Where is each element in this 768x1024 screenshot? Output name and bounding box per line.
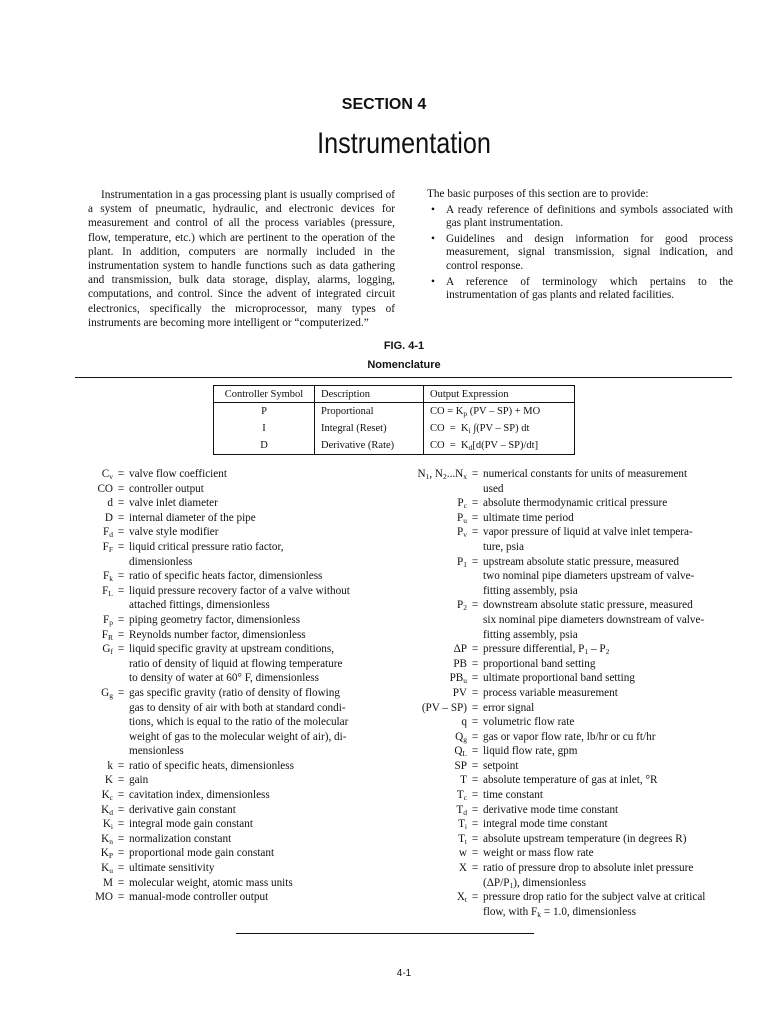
nomenclature-symbol: MO — [94, 891, 113, 904]
nomenclature-entry — [385, 861, 705, 890]
nomenclature-entry — [385, 525, 705, 554]
nomenclature-symbol: $P_1$ — [457, 555, 467, 569]
nomenclature-right-column — [385, 467, 705, 919]
nomenclature-entry — [385, 759, 705, 774]
equals-sign: = — [471, 774, 479, 787]
purpose-item — [427, 276, 733, 303]
equals-sign: = — [471, 686, 479, 699]
nomenclature-definition: liquid flow rate, gpm — [483, 745, 578, 758]
nomenclature-definition: downstream absolute static pressure, measured six nominal pipe diameters downstream of valve- fitting assembly, psia — [483, 599, 705, 641]
nomenclature-definition: ratio of specific heats factor, dimensionless — [129, 570, 323, 583]
nomenclature-symbol: $K_i$ — [102, 818, 113, 832]
equals-sign: = — [471, 672, 479, 685]
nomenclature-symbol: ΔP — [453, 643, 467, 656]
nomenclature-entry — [385, 832, 705, 847]
nomenclature-entry — [385, 701, 705, 716]
nomenclature-entry — [66, 467, 350, 482]
nomenclature-symbol: $K_P$ — [100, 847, 113, 861]
nomenclature-definition: liquid specific gravity at upstream conditions, ratio of density of liquid at flowing temperature to density of water at 60° F, dimensionless — [129, 643, 343, 685]
table-row — [214, 437, 575, 455]
equals-sign: = — [117, 511, 125, 524]
nomenclature-definition: molecular weight, atomic mass units — [129, 876, 293, 889]
nomenclature-definition: time constant — [483, 789, 543, 802]
nomenclature-symbol: d — [107, 497, 113, 510]
nomenclature-entry — [66, 540, 350, 569]
equals-sign: = — [471, 759, 479, 772]
purpose-item — [427, 204, 733, 231]
table-header-row — [214, 386, 575, 403]
nomenclature-entry — [66, 584, 350, 613]
nomenclature-symbol: k — [107, 759, 113, 772]
nomenclature-definition: ratio of specific heats, dimensionless — [129, 759, 294, 772]
nomenclature-entry — [66, 686, 350, 759]
nomenclature-definition: piping geometry factor, dimensionless — [129, 613, 301, 626]
nomenclature-definition: gas or vapor flow rate, lb/hr or cu ft/hr — [483, 730, 656, 743]
nomenclature-symbol: $G_g$ — [101, 686, 113, 700]
output-expression: CO = $K_i$ ∫(PV – SP) dt — [430, 423, 530, 435]
nomenclature-definition: setpoint — [483, 759, 519, 772]
equals-sign: = — [471, 555, 479, 568]
nomenclature-definition: pressure drop ratio for the subject valve at critical flow, with $F_k = 1.0$, dimensionless — [483, 891, 706, 919]
nomenclature-definition: manual-mode controller output — [129, 891, 269, 904]
equals-sign: = — [117, 482, 125, 495]
equals-sign: = — [117, 540, 125, 553]
equals-sign: = — [117, 876, 125, 889]
divider — [75, 377, 732, 378]
equals-sign: = — [117, 570, 125, 583]
equals-sign: = — [471, 803, 479, 816]
nomenclature-definition: valve flow coefficient — [129, 468, 227, 480]
table-row — [214, 420, 575, 437]
nomenclature-definition: ratio of pressure drop to absolute inlet pressure $(\Delta P/P_1)$, dimensionless — [483, 862, 694, 890]
nomenclature-entry — [385, 657, 705, 672]
divider — [236, 933, 534, 934]
nomenclature-entry — [66, 861, 350, 876]
equals-sign: = — [471, 511, 479, 524]
nomenclature-symbol: $P_u$ — [457, 511, 467, 525]
nomenclature-entry — [385, 890, 705, 919]
nomenclature-entry — [66, 511, 350, 526]
equals-sign: = — [117, 803, 125, 816]
nomenclature-definition: cavitation index, dimensionless — [129, 789, 270, 802]
nomenclature-symbol: $Q_g$ — [455, 730, 467, 744]
nomenclature-symbol: (PV – SP) — [421, 701, 467, 714]
nomenclature-definition: numerical constants for units of measurement used — [483, 468, 688, 495]
nomenclature-left-column — [66, 467, 350, 905]
nomenclature-entry — [66, 613, 350, 628]
nomenclature-symbol: $P_v$ — [457, 526, 467, 540]
nomenclature-entry — [385, 744, 705, 759]
controller-symbol: P — [214, 403, 315, 421]
section-label: SECTION 4 — [341, 96, 427, 113]
nomenclature-definition: upstream absolute static pressure, measured two nominal pipe diameters upstream of valve- fitting assembly, psia — [483, 555, 695, 597]
equals-sign: = — [117, 818, 125, 831]
column-header: Output Expression — [424, 386, 575, 403]
figure-caption: Nomenclature — [367, 359, 441, 371]
nomenclature-definition: liquid pressure recovery factor of a valve without attached fittings, dimensionless — [129, 584, 350, 612]
nomenclature-symbol: $K_u$ — [101, 862, 113, 876]
equals-sign: = — [471, 657, 479, 670]
equals-sign: = — [471, 468, 479, 480]
nomenclature-symbol: X — [458, 862, 467, 875]
nomenclature-definition: derivative mode time constant — [483, 803, 619, 816]
equals-sign: = — [471, 599, 479, 612]
nomenclature-definition: vapor pressure of liquid at valve inlet tempera- ture, psia — [483, 526, 693, 553]
nomenclature-symbol: w — [458, 847, 467, 860]
nomenclature-entry — [385, 715, 705, 730]
nomenclature-entry — [66, 628, 350, 643]
nomenclature-entry — [66, 482, 350, 497]
output-expression: CO = $K_d[d(PV - SP)/dt]$ — [430, 440, 539, 452]
nomenclature-symbol: $PB_u$ — [449, 672, 467, 686]
nomenclature-entry — [385, 730, 705, 745]
equals-sign: = — [471, 716, 479, 729]
nomenclature-definition: gain — [129, 774, 149, 787]
equals-sign: = — [117, 759, 125, 772]
nomenclature-entry — [385, 467, 705, 496]
equals-sign: = — [471, 643, 479, 656]
equals-sign: = — [117, 526, 125, 539]
nomenclature-definition: volumetric flow rate — [483, 716, 575, 729]
nomenclature-symbol: $F_p$ — [103, 613, 113, 627]
nomenclature-definition: integral mode gain constant — [129, 818, 253, 831]
nomenclature-entry — [385, 598, 705, 642]
nomenclature-symbol: $F_R$ — [101, 628, 113, 642]
nomenclature-definition: internal diameter of the pipe — [129, 511, 256, 524]
equals-sign: = — [117, 789, 125, 802]
nomenclature-definition: derivative gain constant — [129, 803, 236, 816]
nomenclature-definition: ultimate sensitivity — [129, 862, 215, 875]
nomenclature-symbol: $K_n$ — [101, 832, 113, 846]
nomenclature-entry — [385, 642, 705, 657]
equals-sign: = — [471, 832, 479, 845]
controller-description: Integral (Reset) — [315, 420, 424, 437]
nomenclature-entry — [385, 788, 705, 803]
nomenclature-entry — [66, 846, 350, 861]
nomenclature-definition: absolute temperature of gas at inlet, °R — [483, 774, 658, 787]
nomenclature-symbol: $X_t$ — [456, 891, 467, 905]
nomenclature-entry — [66, 759, 350, 774]
page-number: 4-1 — [396, 968, 412, 979]
nomenclature-symbol: $T_i$ — [458, 818, 467, 832]
nomenclature-definition: proportional band setting — [483, 657, 596, 670]
nomenclature-entry — [385, 671, 705, 686]
equals-sign: = — [471, 789, 479, 802]
nomenclature-entry — [66, 569, 350, 584]
nomenclature-symbol: $P_2$ — [457, 599, 467, 613]
purpose-item-text: A ready reference of definitions and symbols associated with gas plant instrumentation. — [446, 203, 733, 230]
nomenclature-definition: valve style modifier — [129, 526, 219, 539]
controller-description: Derivative (Rate) — [315, 437, 424, 455]
nomenclature-symbol: K — [104, 774, 113, 787]
nomenclature-symbol: SP — [454, 759, 467, 772]
nomenclature-symbol: $Q_L$ — [454, 745, 467, 759]
column-header: Controller Symbol — [214, 386, 315, 403]
nomenclature-symbol: $P_c$ — [457, 497, 467, 511]
nomenclature-symbol: D — [104, 511, 113, 524]
nomenclature-entry — [66, 817, 350, 832]
nomenclature-entry — [385, 817, 705, 832]
nomenclature-definition: controller output — [129, 482, 204, 495]
nomenclature-entry — [66, 525, 350, 540]
nomenclature-definition: ultimate time period — [483, 511, 574, 524]
nomenclature-symbol: $F_L$ — [102, 584, 113, 598]
nomenclature-definition: ultimate proportional band setting — [483, 672, 635, 685]
nomenclature-entry — [66, 876, 350, 891]
equals-sign: = — [471, 526, 479, 539]
nomenclature-entry — [66, 773, 350, 788]
purposes-lead: The basic purposes of this section are to provide: — [427, 188, 649, 200]
nomenclature-symbol: $K_d$ — [101, 803, 113, 817]
nomenclature-definition: process variable measurement — [483, 686, 618, 699]
table-row — [214, 403, 575, 421]
nomenclature-entry — [385, 846, 705, 861]
nomenclature-entry — [385, 496, 705, 511]
intro-paragraph: Instrumentation in a gas processing plant is usually comprised of a system of pneumatic, hydraulic, and electronic devices for measurement and control of all the process variables (pressure, flow, temperature, etc.) which are pertinent to the operation of the plant. In addition, computers are normally included in the instrumentation system to handle functions such as data gathering and transmission, bulk data storage, display, alarms, logging, computations, and control. Since the advent of integrated circuit electronics, specifically the microprocessor, many types of instruments are becoming more intelligent or “computerized.” — [88, 189, 395, 329]
equals-sign: = — [471, 847, 479, 860]
nomenclature-entry — [385, 511, 705, 526]
nomenclature-entry — [385, 555, 705, 599]
nomenclature-symbol: $T_c$ — [456, 789, 467, 803]
column-header: Description — [315, 386, 424, 403]
nomenclature-definition: weight or mass flow rate — [483, 847, 594, 860]
equals-sign: = — [471, 730, 479, 743]
nomenclature-entry — [66, 496, 350, 511]
nomenclature-symbol: $T_t$ — [458, 832, 467, 846]
nomenclature-symbol: $C_v$ — [101, 468, 113, 481]
equals-sign: = — [117, 643, 125, 656]
nomenclature-symbol: PV — [452, 686, 467, 699]
nomenclature-entry — [66, 642, 350, 686]
nomenclature-symbol: $K_c$ — [101, 789, 113, 803]
controller-symbol: D — [214, 437, 315, 455]
nomenclature-symbol: CO — [97, 482, 113, 495]
nomenclature-definition: absolute thermodynamic critical pressure — [483, 497, 668, 510]
nomenclature-definition: pressure differential, $P_1 - P_2$ — [483, 643, 610, 657]
nomenclature-definition: proportional mode gain constant — [129, 847, 275, 860]
nomenclature-entry — [385, 773, 705, 788]
bullet-icon: • — [431, 232, 435, 245]
purpose-item-text: A reference of terminology which pertains to the instrumentation of gas plants and related facilities. — [446, 275, 733, 302]
equals-sign: = — [117, 584, 125, 597]
nomenclature-entry — [66, 890, 350, 905]
equals-sign: = — [471, 862, 479, 875]
nomenclature-definition: normalization constant — [129, 832, 232, 845]
equals-sign: = — [117, 832, 125, 845]
equals-sign: = — [117, 891, 125, 904]
controller-description: Proportional — [315, 403, 424, 421]
nomenclature-entry — [66, 832, 350, 847]
purpose-item — [427, 233, 733, 274]
nomenclature-entry — [385, 803, 705, 818]
purpose-item-text: Guidelines and design information for good process measurement, signal transmission, signal indication, and control response. — [446, 232, 733, 272]
nomenclature-symbol: $F_k$ — [103, 570, 113, 584]
nomenclature-definition: error signal — [483, 701, 535, 714]
nomenclature-definition: liquid critical pressure ratio factor, dimensionless — [129, 540, 284, 568]
controller-symbol: I — [214, 420, 315, 437]
equals-sign: = — [471, 891, 479, 904]
purposes-list — [427, 204, 733, 303]
nomenclature-definition: valve inlet diameter — [129, 497, 218, 510]
nomenclature-symbol: $F_d$ — [103, 526, 113, 540]
output-expression: CO = $K_p$ (PV – SP) + MO — [430, 406, 541, 418]
equals-sign: = — [471, 818, 479, 831]
nomenclature-entry — [385, 686, 705, 701]
nomenclature-symbol: $N_1$, $N_2...N_x$ — [417, 468, 467, 481]
nomenclature-definition: absolute upstream temperature (in degrees R) — [483, 832, 687, 845]
nomenclature-symbol: $T_d$ — [456, 803, 467, 817]
figure-number: FIG. 4-1 — [383, 340, 425, 352]
equals-sign: = — [117, 497, 125, 510]
equals-sign: = — [117, 686, 125, 699]
equals-sign: = — [471, 701, 479, 714]
nomenclature-symbol: M — [103, 876, 113, 889]
bullet-icon: • — [431, 275, 435, 288]
page-title: Instrumentation — [317, 127, 491, 160]
nomenclature-definition: gas specific gravity (ratio of density of flowing gas to density of air with both at standard condi- tions, which is equal to the ratio of the molecular weight of gas to the molecular weight of air), di- mensionless — [129, 686, 349, 758]
nomenclature-definition: Reynolds number factor, dimensionless — [129, 628, 306, 641]
equals-sign: = — [471, 745, 479, 758]
equals-sign: = — [117, 628, 125, 641]
nomenclature-symbol: $G_f$ — [102, 643, 113, 657]
equals-sign: = — [117, 847, 125, 860]
nomenclature-entry — [66, 803, 350, 818]
nomenclature-symbol: PB — [453, 657, 467, 670]
equals-sign: = — [117, 468, 125, 480]
nomenclature-symbol: $F_F$ — [102, 540, 113, 554]
equals-sign: = — [117, 613, 125, 626]
nomenclature-symbol: q — [461, 716, 467, 729]
bullet-icon: • — [431, 203, 435, 216]
controller-table — [213, 385, 575, 455]
purposes-block — [427, 188, 733, 305]
equals-sign: = — [117, 862, 125, 875]
nomenclature-entry — [66, 788, 350, 803]
equals-sign: = — [471, 497, 479, 510]
equals-sign: = — [117, 774, 125, 787]
nomenclature-definition: integral mode time constant — [483, 818, 608, 831]
nomenclature-symbol: T — [460, 774, 467, 787]
